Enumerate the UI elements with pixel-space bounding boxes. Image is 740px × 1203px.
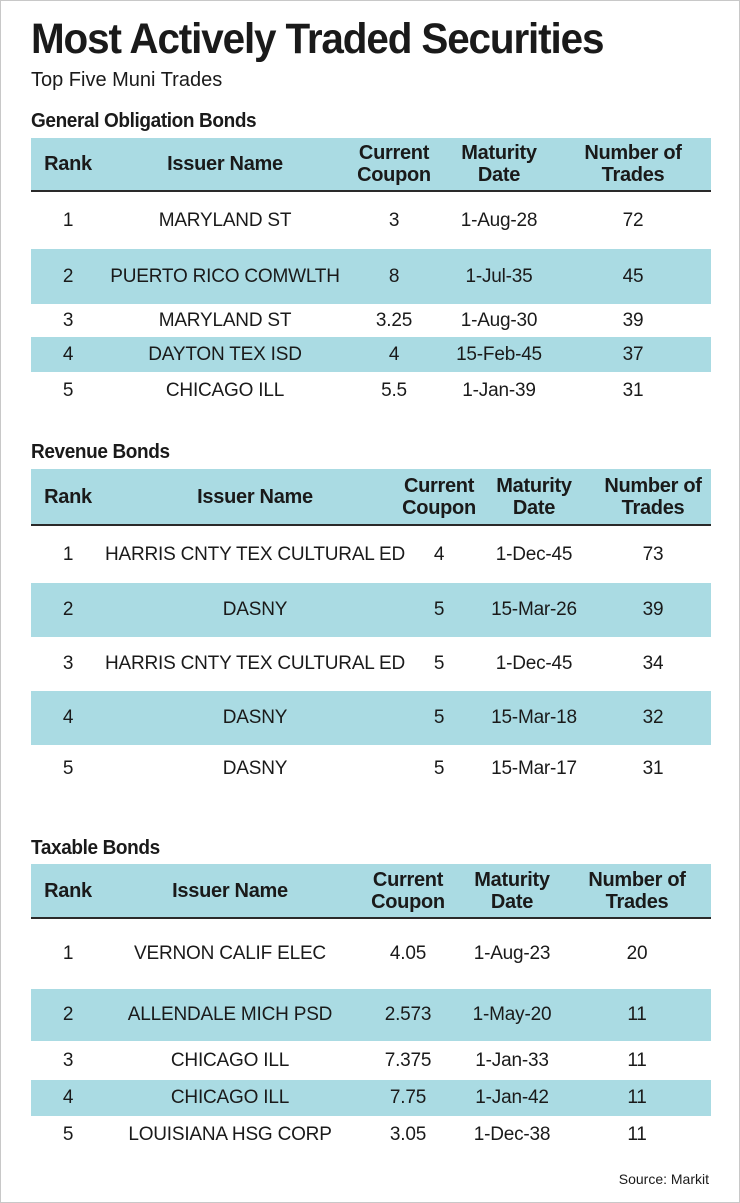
column-header-trades: Number of Trades [604, 474, 702, 519]
cell-maturity: 15-Mar-26 [491, 599, 577, 620]
cell-issuer: CHICAGO ILL [170, 1087, 290, 1108]
cell-rank: 5 [62, 379, 74, 401]
cell-maturity: 1-Dec-45 [495, 653, 573, 674]
cell-issuer: DASNY [222, 707, 288, 728]
cell-issuer: MARYLAND ST [158, 209, 292, 231]
table-row [31, 691, 711, 745]
cell-rank: 1 [62, 543, 74, 565]
cell-coupon: 4 [388, 343, 400, 365]
cell-rank: 3 [62, 309, 74, 331]
cell-rank: 2 [62, 599, 74, 620]
cell-maturity: 15-Feb-45 [456, 343, 542, 365]
cell-coupon: 5.5 [381, 379, 407, 401]
cell-rank: 1 [62, 943, 74, 964]
column-header-issuer: Issuer Name [172, 879, 288, 902]
cell-maturity: 1-Jan-42 [475, 1087, 549, 1108]
page-subtitle: Top Five Muni Trades [31, 69, 223, 91]
column-header-rank: Rank [44, 485, 92, 508]
cell-trades: 11 [627, 1004, 647, 1025]
column-header-issuer: Issuer Name [167, 153, 283, 175]
cell-coupon: 7.75 [389, 1087, 427, 1108]
cell-issuer: LOUISIANA HSG CORP [128, 1124, 332, 1145]
cell-coupon: 5 [433, 653, 445, 674]
column-header-maturity: Maturity Date [474, 868, 550, 913]
cell-coupon: 3.25 [375, 309, 413, 331]
column-header-coupon: Current Coupon [357, 142, 431, 186]
table-row [31, 249, 711, 304]
cell-trades: 73 [642, 543, 664, 565]
cell-rank: 5 [62, 758, 74, 779]
cell-trades: 31 [642, 758, 664, 779]
cell-rank: 4 [62, 1087, 74, 1108]
cell-coupon: 4.05 [389, 943, 427, 964]
section-title-general-obligation: General Obligation Bonds [31, 110, 257, 132]
cell-rank: 3 [62, 1049, 74, 1071]
column-header-coupon: Current Coupon [371, 868, 445, 913]
cell-rank: 3 [62, 653, 74, 674]
table-row [31, 1041, 711, 1080]
table-row [31, 637, 711, 691]
table-row [31, 583, 711, 637]
cell-trades: 45 [622, 265, 644, 287]
cell-trades: 20 [626, 943, 648, 964]
cell-issuer: HARRIS CNTY TEX CULTURAL ED [104, 543, 406, 565]
cell-coupon: 8 [388, 265, 400, 287]
cell-trades: 31 [622, 379, 644, 401]
cell-rank: 5 [62, 1124, 74, 1145]
table-row [31, 919, 711, 989]
cell-maturity: 1-Jul-35 [465, 265, 533, 287]
table-row [31, 304, 711, 337]
column-header-rank: Rank [44, 879, 92, 902]
cell-coupon: 2.573 [384, 1004, 432, 1025]
cell-maturity: 1-Dec-38 [473, 1124, 551, 1145]
cell-trades: 39 [622, 309, 644, 331]
column-header-trades: Number of Trades [588, 868, 686, 913]
cell-maturity: 1-Aug-23 [473, 943, 551, 964]
cell-issuer: CHICAGO ILL [165, 379, 285, 401]
cell-coupon: 5 [433, 707, 445, 728]
table-row [31, 337, 711, 372]
cell-trades: 72 [622, 209, 644, 231]
cell-maturity: 15-Mar-18 [491, 707, 577, 728]
cell-coupon: 5 [433, 758, 445, 779]
column-header-maturity: Maturity Date [461, 142, 537, 186]
table-header-row [31, 138, 711, 192]
table-row [31, 372, 711, 409]
cell-issuer: DAYTON TEX ISD [148, 343, 302, 365]
cell-trades: 32 [642, 707, 664, 728]
column-header-rank: Rank [44, 153, 92, 175]
cell-coupon: 5 [433, 599, 445, 620]
cell-issuer: DASNY [222, 758, 288, 779]
cell-trades: 39 [642, 599, 664, 620]
column-header-issuer: Issuer Name [197, 485, 313, 508]
cell-coupon: 7.375 [384, 1049, 432, 1071]
cell-rank: 2 [62, 1004, 74, 1025]
cell-maturity: 1-May-20 [472, 1004, 552, 1025]
column-header-trades: Number of Trades [584, 142, 682, 186]
table-row [31, 526, 711, 583]
source-note: Source: Markit [618, 1171, 709, 1187]
cell-coupon: 3 [388, 209, 400, 231]
cell-rank: 4 [62, 343, 74, 365]
cell-maturity: 1-Aug-30 [460, 309, 538, 331]
cell-issuer: PUERTO RICO COMWLTH [110, 265, 340, 287]
cell-trades: 11 [627, 1087, 647, 1108]
cell-maturity: 1-Dec-45 [495, 543, 573, 565]
table-row [31, 1116, 711, 1154]
section-title-revenue: Revenue Bonds [31, 441, 170, 463]
cell-issuer: HARRIS CNTY TEX CULTURAL ED [104, 653, 406, 674]
cell-coupon: 3.05 [389, 1124, 427, 1145]
table-row [31, 192, 711, 249]
cell-rank: 4 [62, 707, 74, 728]
table-header-row [31, 469, 711, 526]
cell-issuer: VERNON CALIF ELEC [134, 943, 326, 964]
cell-rank: 1 [62, 209, 74, 231]
section-title-taxable: Taxable Bonds [31, 837, 160, 859]
cell-maturity: 15-Mar-17 [491, 758, 577, 779]
cell-trades: 37 [622, 343, 644, 365]
cell-coupon: 4 [433, 543, 445, 565]
cell-maturity: 1-Jan-33 [475, 1049, 549, 1071]
cell-maturity: 1-Aug-28 [460, 209, 538, 231]
cell-maturity: 1-Jan-39 [462, 379, 536, 401]
cell-issuer: CHICAGO ILL [170, 1049, 290, 1071]
cell-issuer: ALLENDALE MICH PSD [127, 1004, 333, 1025]
table-row [31, 989, 711, 1041]
table-row [31, 1080, 711, 1116]
cell-issuer: MARYLAND ST [158, 309, 292, 331]
table-header-row [31, 864, 711, 919]
table-row [31, 745, 711, 793]
page-title: Most Actively Traded Securities [31, 15, 604, 63]
cell-issuer: DASNY [222, 599, 288, 620]
cell-trades: 34 [642, 653, 664, 674]
cell-rank: 2 [62, 265, 74, 287]
column-header-maturity: Maturity Date [496, 474, 572, 519]
cell-trades: 11 [627, 1124, 647, 1145]
column-header-coupon: Current Coupon [402, 474, 476, 519]
cell-trades: 11 [627, 1049, 647, 1071]
